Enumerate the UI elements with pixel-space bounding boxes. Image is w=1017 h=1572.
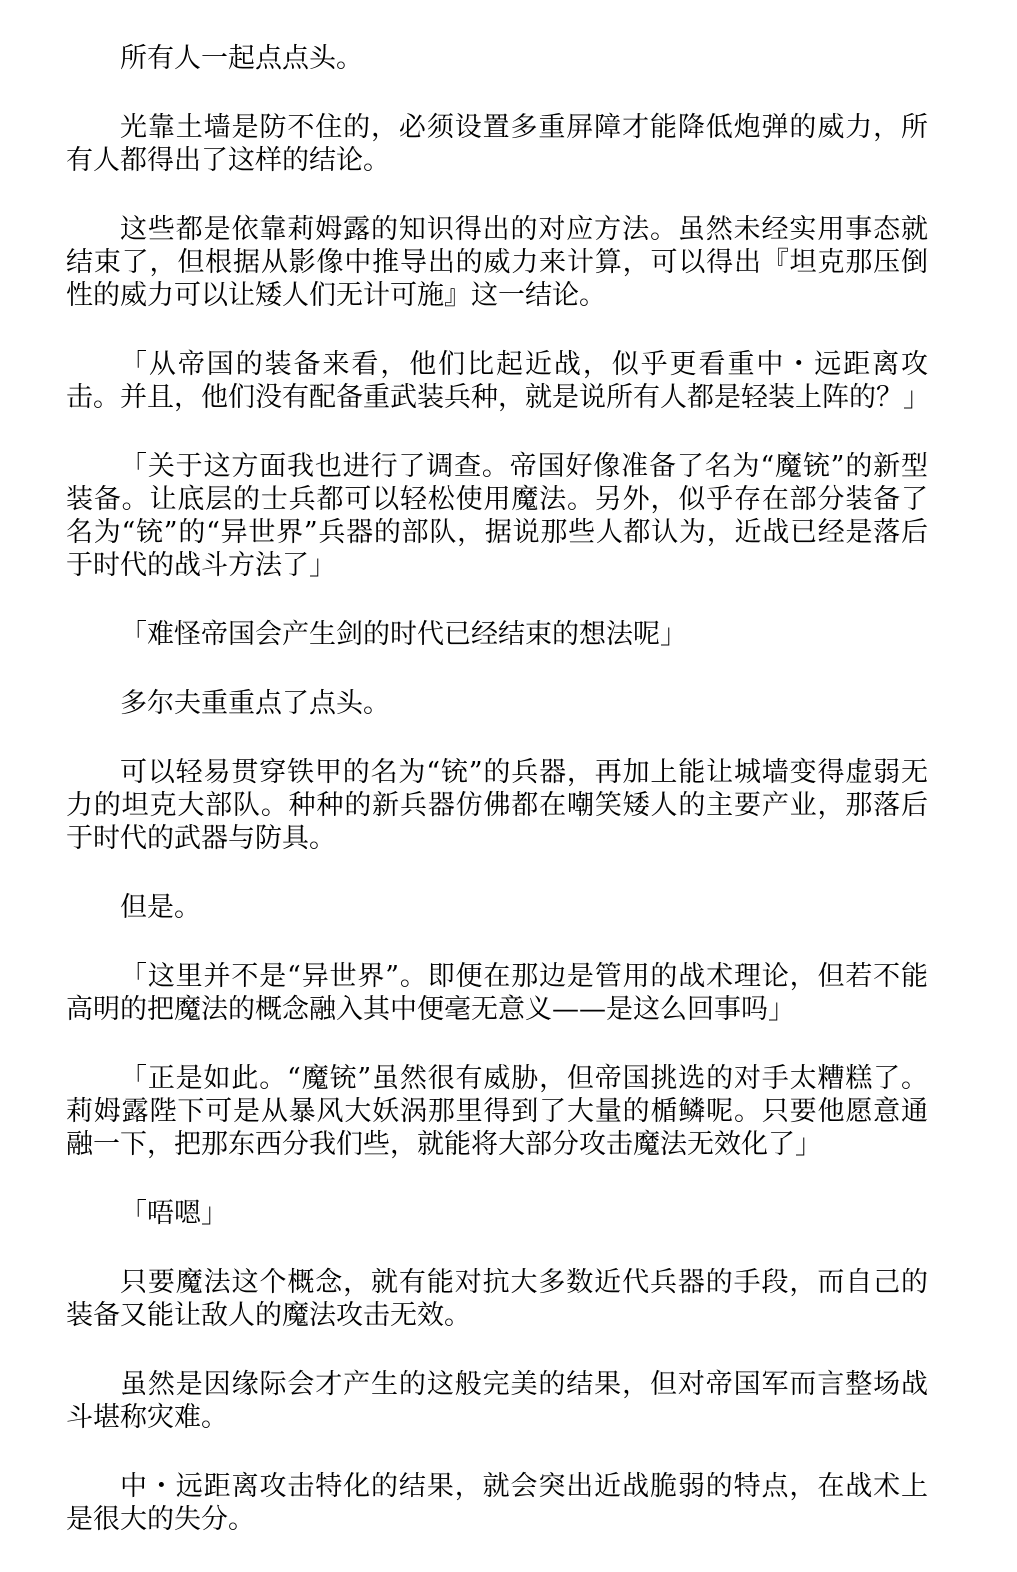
dialogue-paragraph: 「这里并不是“异世界”。即便在那边是管用的战术理论，但若不能高明的把魔法的概念融入其中便毫无意义——是这么回事吗」 <box>66 961 928 1025</box>
paragraph: 这些都是依靠莉姆露的知识得出的对应方法。虽然未经实用事态就结束了，但根据从影像中推导出的威力来计算，可以得出『坦克那压倒性的威力可以让矮人们无计可施』这一结论。 <box>66 214 928 311</box>
paragraph: 中・远距离攻击特化的结果，就会突出近战脆弱的特点，在战术上是很大的失分。 <box>66 1471 928 1535</box>
dialogue-paragraph: 「难怪帝国会产生剑的时代已经结束的想法呢」 <box>120 619 687 650</box>
paragraph: 虽然是因缘际会才产生的这般完美的结果，但对帝国军而言整场战斗堪称灾难。 <box>66 1369 928 1433</box>
dialogue-paragraph: 「正是如此。“魔铳”虽然很有威胁，但帝国挑选的对手太糟糕了。莉姆露陛下可是从暴风大妖涡那里得到了大量的楯鳞呢。只要他愿意通融一下，把那东西分我们些，就能将大部分攻击魔法无效化了」 <box>66 1063 928 1160</box>
paragraph: 所有人一起点点头。 <box>120 43 363 74</box>
paragraph: 多尔夫重重点了点头。 <box>120 688 390 719</box>
paragraph: 可以轻易贯穿铁甲的名为“铳”的兵器，再加上能让城墙变得虚弱无力的坦克大部队。种种的新兵器仿佛都在嘲笑矮人的主要产业，那落后于时代的武器与防具。 <box>66 757 928 854</box>
paragraph: 但是。 <box>120 892 201 923</box>
body-text <box>66 42 928 1572</box>
dialogue-paragraph: 「关于这方面我也进行了调查。帝国好像准备了名为“魔铳”的新型装备。让底层的士兵都可以轻松使用魔法。另外，似乎存在部分装备了名为“铳”的“异世界”兵器的部队，据说那些人都认为，近战已经是落后于时代的战斗方法了」 <box>66 451 928 581</box>
dialogue-paragraph: 「唔嗯」 <box>120 1198 228 1229</box>
paragraph: 只要魔法这个概念，就有能对抗大多数近代兵器的手段，而自己的装备又能让敌人的魔法攻击无效。 <box>66 1267 928 1331</box>
paragraph: 光靠土墙是防不住的，必须设置多重屏障才能降低炮弹的威力，所有人都得出了这样的结论。 <box>66 112 928 176</box>
dialogue-paragraph: 「从帝国的装备来看，他们比起近战，似乎更看重中・远距离攻击。并且，他们没有配备重武装兵种，就是说所有人都是轻装上阵的？」 <box>66 349 930 413</box>
